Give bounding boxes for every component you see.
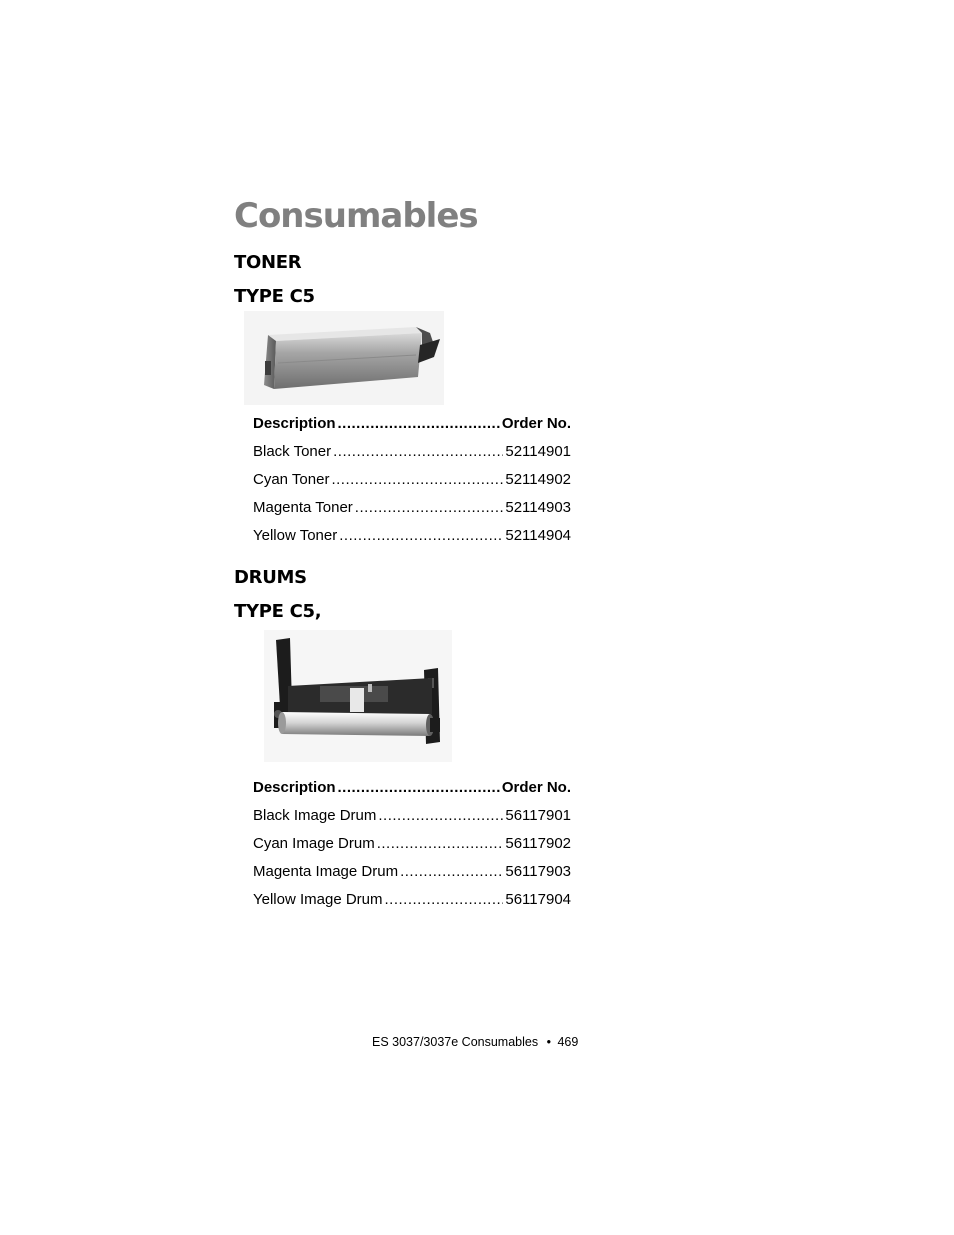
table-row (253, 835, 571, 863)
dot-leader (400, 863, 503, 881)
toner-heading: TONER (234, 252, 302, 273)
dot-leader (355, 499, 504, 517)
item-description: Yellow Toner (253, 527, 338, 544)
item-description: Black Image Drum (253, 807, 377, 824)
dot-leader (385, 891, 504, 909)
image-drum-image (264, 630, 452, 762)
order-number-column-header: Order No. (501, 779, 571, 796)
table-row (253, 527, 571, 555)
table-row (253, 863, 571, 891)
order-number: 56117901 (505, 807, 571, 824)
table-row (253, 471, 571, 499)
dot-leader (338, 779, 500, 797)
page-title: Consumables (234, 196, 478, 236)
item-description: Magenta Image Drum (253, 863, 399, 880)
toner-order-table (253, 415, 571, 555)
order-number: 52114901 (505, 443, 571, 460)
order-number: 56117903 (505, 863, 571, 880)
order-number: 52114903 (505, 499, 571, 516)
item-description: Yellow Image Drum (253, 891, 383, 908)
page-footer (372, 1034, 578, 1050)
dot-leader (333, 443, 503, 461)
dot-leader (338, 415, 500, 433)
table-row (253, 891, 571, 919)
table-row (253, 499, 571, 527)
table-header-row (253, 415, 571, 443)
table-row (253, 807, 571, 835)
table-row (253, 443, 571, 471)
dot-leader (339, 527, 503, 545)
dot-leader (378, 807, 503, 825)
item-description: Cyan Toner (253, 471, 330, 488)
toner-type-heading: TYPE C5 (234, 286, 315, 307)
dot-leader (377, 835, 504, 853)
order-number: 52114902 (505, 471, 571, 488)
order-number: 52114904 (505, 527, 571, 544)
description-column-header: Description (253, 779, 336, 796)
drums-type-heading: TYPE C5, (234, 601, 322, 622)
order-number-column-header: Order No. (501, 415, 571, 432)
order-number: 56117904 (505, 891, 571, 908)
footer-bullet: • (546, 1035, 551, 1049)
page-number: 469 (557, 1035, 579, 1049)
table-header-row (253, 779, 571, 807)
toner-cartridge-image (244, 311, 444, 405)
item-description: Cyan Image Drum (253, 835, 375, 852)
order-number: 56117902 (505, 835, 571, 852)
footer-document-name: ES 3037/3037e Consumables (372, 1035, 539, 1049)
drums-heading: DRUMS (234, 567, 307, 588)
description-column-header: Description (253, 415, 336, 432)
item-description: Magenta Toner (253, 499, 353, 516)
item-description: Black Toner (253, 443, 332, 460)
dot-leader (331, 471, 503, 489)
drum-order-table (253, 779, 571, 919)
